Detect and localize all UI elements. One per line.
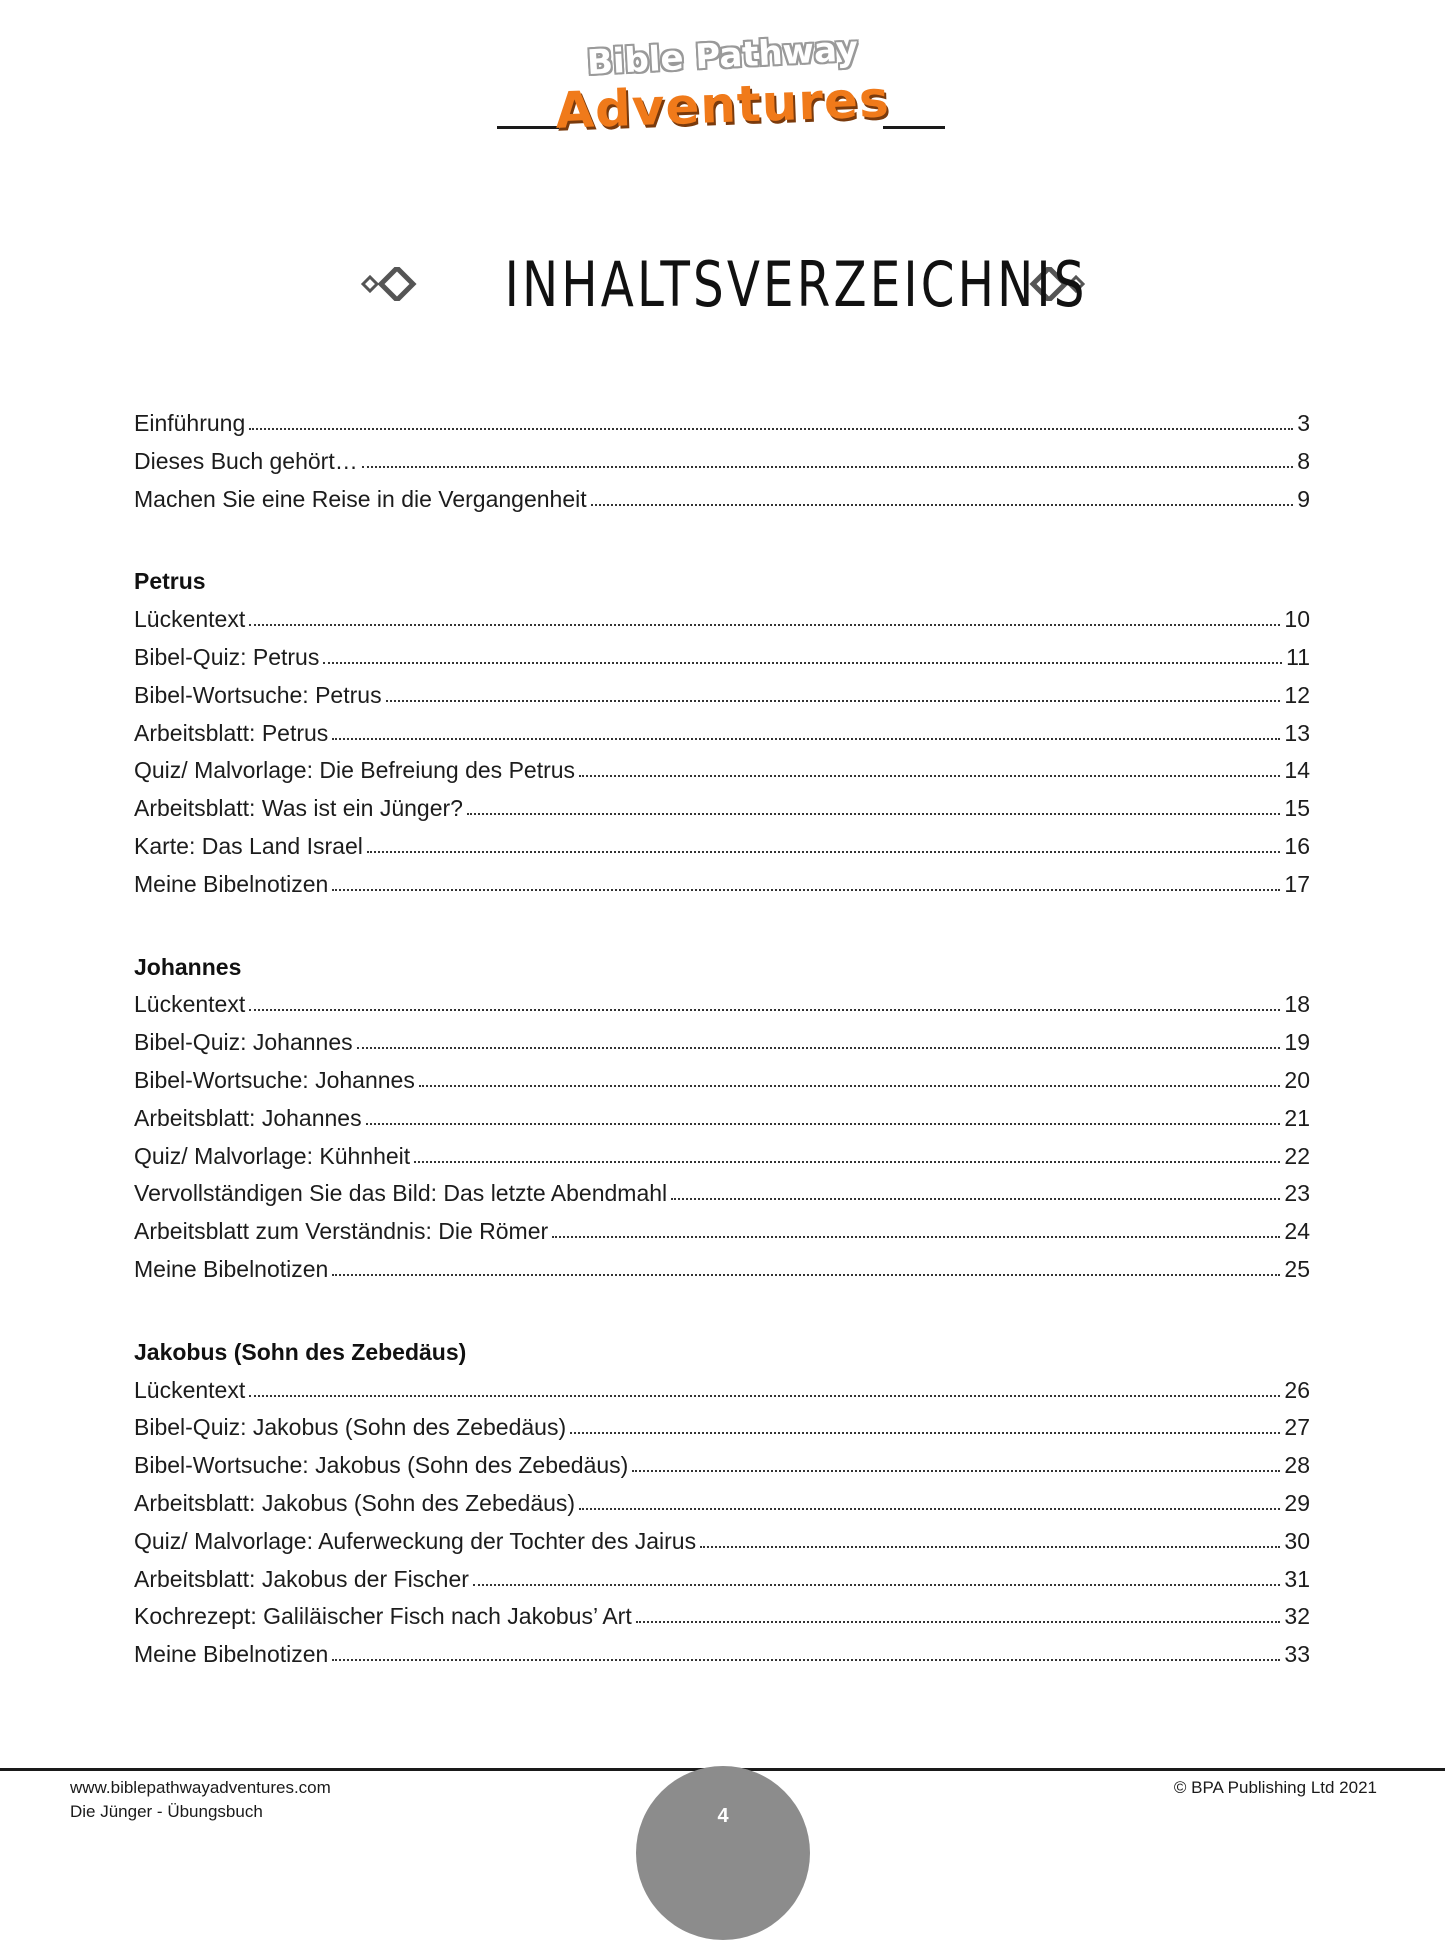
toc-entry[interactable] <box>134 1175 1310 1213</box>
toc-entry-page: 27 <box>1284 1414 1310 1441</box>
toc-entry[interactable] <box>134 866 1310 904</box>
toc-entry[interactable] <box>134 405 1310 443</box>
dot-leader <box>332 887 1280 891</box>
page-number-bubble <box>636 1766 810 1940</box>
toc-entry-page: 31 <box>1284 1565 1310 1592</box>
toc-entry-label: Machen Sie eine Reise in die Vergangenheit <box>134 485 587 512</box>
dot-leader <box>414 1159 1280 1163</box>
section-heading: Petrus <box>134 568 206 595</box>
toc-entry-label: Meine Bibelnotizen <box>134 1255 329 1282</box>
toc-entry[interactable] <box>134 790 1310 828</box>
dot-leader <box>362 464 1293 468</box>
dot-leader <box>249 1007 1280 1011</box>
dot-leader <box>570 1430 1280 1434</box>
toc-entry-page: 15 <box>1284 795 1310 822</box>
toc-entry-page: 32 <box>1284 1603 1310 1630</box>
logo-text-main: Adventures <box>554 70 891 140</box>
toc-entry-label: Arbeitsblatt: Jakobus (Sohn des Zebedäus) <box>134 1489 576 1516</box>
dot-leader <box>323 660 1282 664</box>
toc-entry-page: 26 <box>1284 1376 1310 1403</box>
toc-entry-label: Einführung <box>134 410 246 436</box>
publisher-logo <box>0 28 1445 140</box>
toc-entry-label: Bibel-Quiz: Johannes <box>134 1029 353 1056</box>
toc-section-jakobus <box>134 1334 1310 1674</box>
toc-entry-page: 16 <box>1284 832 1310 859</box>
toc-entry-label: Karte: Das Land Israel <box>134 832 363 859</box>
toc-entry-page: 3 <box>1297 410 1310 436</box>
dot-leader <box>671 1196 1280 1200</box>
toc-entry-label: Quiz/ Malvorlage: Kühnheit <box>134 1142 411 1169</box>
footer-book-title: Die Jünger - Übungsbuch <box>70 1802 263 1821</box>
toc-entry-page: 22 <box>1284 1142 1310 1169</box>
dot-leader <box>386 698 1281 702</box>
toc-entry-label: Bibel-Quiz: Jakobus (Sohn des Zebedäus) <box>134 1414 567 1441</box>
toc-entry-label: Vervollständigen Sie das Bild: Das letzte Abendmahl <box>134 1180 668 1207</box>
toc-entry-page: 33 <box>1284 1641 1310 1668</box>
toc-entry-label: Arbeitsblatt: Petrus <box>134 719 329 746</box>
toc-entry[interactable] <box>134 1062 1310 1100</box>
toc-entry[interactable] <box>134 1409 1310 1447</box>
toc-entry[interactable] <box>134 481 1310 519</box>
dot-leader <box>367 849 1281 853</box>
toc-entry-label: Bibel-Wortsuche: Jakobus (Sohn des Zebedäus) <box>134 1452 629 1479</box>
toc-section-johannes <box>134 949 1310 1289</box>
toc-entry[interactable] <box>134 1447 1310 1485</box>
toc-entry-label: Arbeitsblatt: Jakobus der Fischer <box>134 1565 469 1592</box>
page-number: 4 <box>717 1805 729 1827</box>
toc-entry-label: Bibel-Quiz: Petrus <box>134 643 320 670</box>
toc-entry-page: 17 <box>1284 870 1310 897</box>
table-of-contents <box>134 405 1310 1674</box>
dot-leader <box>467 811 1280 815</box>
toc-entry-page: 23 <box>1284 1180 1310 1207</box>
dot-leader <box>473 1582 1280 1586</box>
toc-entry-page: 24 <box>1284 1218 1310 1245</box>
toc-entry-page: 29 <box>1284 1489 1310 1516</box>
toc-entry[interactable] <box>134 639 1310 677</box>
toc-entry-label: Arbeitsblatt: Was ist ein Jünger? <box>134 795 463 822</box>
toc-entry-page: 19 <box>1284 1029 1310 1056</box>
page-title: INHALTSVERZEICHNIS <box>504 247 1088 321</box>
toc-entry-page: 25 <box>1284 1255 1310 1282</box>
diamond-ornament-left-icon <box>361 267 417 301</box>
dot-leader <box>249 426 1293 430</box>
dot-leader <box>419 1083 1281 1087</box>
section-spacer <box>134 904 1310 949</box>
dot-leader <box>249 622 1280 626</box>
toc-entry[interactable] <box>134 828 1310 866</box>
footer-left <box>70 1776 331 1824</box>
toc-entry[interactable] <box>134 1138 1310 1176</box>
toc-entry[interactable] <box>134 1636 1310 1674</box>
toc-entry-label: Lückentext <box>134 606 246 633</box>
toc-entry-page: 20 <box>1284 1066 1310 1093</box>
dot-leader <box>249 1393 1280 1397</box>
section-spacer <box>134 1289 1310 1334</box>
toc-entry-label: Lückentext <box>134 991 246 1018</box>
dot-leader <box>700 1544 1280 1548</box>
dot-leader <box>332 1657 1280 1661</box>
dot-leader <box>357 1045 1281 1049</box>
dot-leader <box>366 1121 1281 1125</box>
toc-entry-label: Arbeitsblatt zum Verständnis: Die Römer <box>134 1218 549 1245</box>
toc-entry-label: Bibel-Wortsuche: Johannes <box>134 1066 415 1093</box>
toc-entry-page: 18 <box>1284 991 1310 1018</box>
toc-entry[interactable] <box>134 1523 1310 1561</box>
toc-entry-page: 10 <box>1284 606 1310 633</box>
section-spacer <box>134 518 1310 563</box>
toc-entry-label: Quiz/ Malvorlage: Auferweckung der Tochter des Jairus <box>134 1527 697 1554</box>
dot-leader <box>632 1468 1280 1472</box>
toc-entry-label: Arbeitsblatt: Johannes <box>134 1104 362 1131</box>
toc-entry-page: 11 <box>1286 643 1310 670</box>
dot-leader <box>332 1272 1280 1276</box>
dot-leader <box>579 1506 1280 1510</box>
toc-entry[interactable] <box>134 443 1310 481</box>
toc-entry-page: 14 <box>1284 757 1310 784</box>
toc-entry[interactable] <box>134 677 1310 715</box>
toc-entry[interactable] <box>134 1024 1310 1062</box>
toc-entry-label: Kochrezept: Galiläischer Fisch nach Jakobus’ Art <box>134 1603 632 1630</box>
dot-leader <box>552 1234 1280 1238</box>
toc-entry-page: 30 <box>1284 1527 1310 1554</box>
toc-entry[interactable] <box>134 1372 1310 1410</box>
toc-entry-label: Quiz/ Malvorlage: Die Befreiung des Petrus <box>134 757 576 784</box>
toc-entry-label: Dieses Buch gehört… <box>134 447 358 474</box>
toc-entry-page: 8 <box>1297 447 1310 474</box>
footer-copyright: © BPA Publishing Ltd 2021 <box>1173 1778 1377 1797</box>
dot-leader <box>591 502 1294 506</box>
toc-entry-page: 28 <box>1284 1452 1310 1479</box>
toc-entry-page: 9 <box>1297 485 1310 512</box>
toc-entry[interactable] <box>134 1561 1310 1599</box>
toc-entry[interactable] <box>134 1213 1310 1251</box>
section-heading: Jakobus (Sohn des Zebedäus) <box>134 1338 467 1365</box>
toc-entry-label: Lückentext <box>134 1376 246 1403</box>
section-heading: Johannes <box>134 953 242 980</box>
logo-text-top: Bible Pathway <box>585 28 860 84</box>
footer-website-link[interactable]: www.biblepathwayadventures.com <box>70 1778 331 1797</box>
toc-entry[interactable] <box>134 601 1310 639</box>
toc-intro-group <box>134 405 1310 518</box>
toc-section-petrus <box>134 563 1310 903</box>
title-row <box>0 248 1445 320</box>
dot-leader <box>579 773 1280 777</box>
toc-entry[interactable] <box>134 1251 1310 1289</box>
toc-entry-page: 21 <box>1284 1104 1310 1131</box>
toc-entry[interactable] <box>134 1598 1310 1636</box>
toc-entry[interactable] <box>134 1485 1310 1523</box>
toc-entry-page: 12 <box>1284 681 1310 708</box>
dot-leader <box>636 1619 1281 1623</box>
toc-entry[interactable] <box>134 1100 1310 1138</box>
dot-leader <box>332 736 1280 740</box>
toc-entry-label: Bibel-Wortsuche: Petrus <box>134 681 382 708</box>
toc-entry[interactable] <box>134 752 1310 790</box>
toc-entry[interactable] <box>134 715 1310 753</box>
toc-entry[interactable] <box>134 986 1310 1024</box>
toc-entry-page: 13 <box>1284 719 1310 746</box>
toc-entry-label: Meine Bibelnotizen <box>134 1641 329 1668</box>
toc-entry-label: Meine Bibelnotizen <box>134 870 329 897</box>
